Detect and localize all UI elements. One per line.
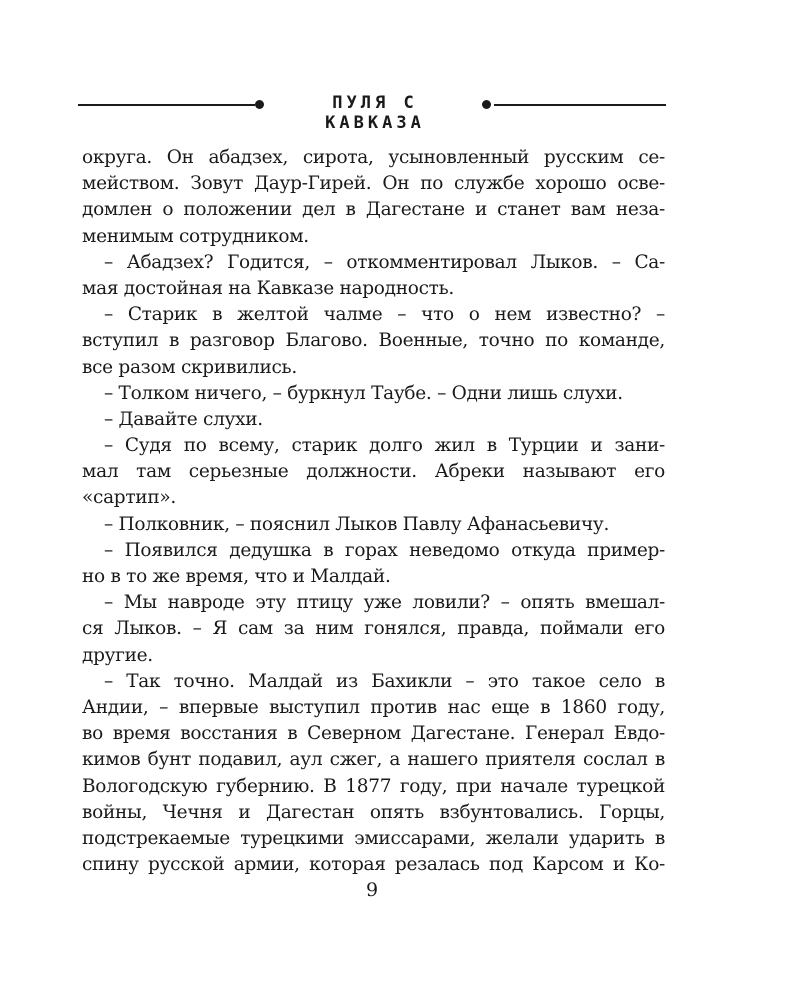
- text-line: другие.: [82, 644, 153, 666]
- text-line: но в то же время, что и Малдай.: [82, 566, 391, 587]
- text-line: округа. Он абадзех, сирота, усыновленный русским се-: [82, 147, 665, 168]
- text-line: – Мы навроде эту птицу уже ловили? – опять вмешал-: [104, 592, 665, 614]
- text-line: мейством. Зовут Даур-Гирей. Он по службе хорошо осве-: [82, 173, 665, 195]
- text-line: – Толком ничего, – буркнул Таубе. – Одни лишь слухи.: [104, 382, 623, 404]
- text-line: домлен о положении дел в Дагестане и станет вам неза-: [82, 199, 665, 221]
- text-line: кимов бунт подавил, аул сжег, а нашего приятеля сослал в: [82, 749, 665, 771]
- text-line: Вологодскую губернию. В 1877 году, при начале турецкой: [82, 775, 665, 797]
- text-line: войны, Чечня и Дагестан опять взбунтовались. Горцы,: [82, 801, 665, 823]
- text-line: менимым сотрудником.: [82, 225, 309, 247]
- text-line: мая достойная на Кавказе народность.: [82, 277, 454, 299]
- header-rule-right: [494, 104, 666, 106]
- text-line: – Полковник, – пояснил Лыков Павлу Афанасьевичу.: [104, 513, 610, 535]
- body-text: [82, 145, 665, 878]
- text-line: подстрекаемые турецкими эмиссарами, желали ударить в: [82, 827, 665, 849]
- text-line: спину русской армии, которая резалась под Карсом и Ко-: [82, 854, 665, 876]
- running-header: [78, 92, 666, 133]
- header-bullet-right: [482, 100, 491, 109]
- running-title: ПУЛЯ С КАВКАЗА: [325, 93, 425, 133]
- header-bullet-left: [255, 100, 264, 109]
- text-line: «сартип».: [82, 487, 176, 509]
- text-line: – Абадзех? Годится, – откомментировал Лыков. – Са-: [104, 251, 665, 273]
- text-line: – Судя по всему, старик долго жил в Турции и зани-: [104, 435, 665, 457]
- text-line: – Давайте слухи.: [104, 408, 263, 430]
- text-line: ся Лыков. – Я сам за ним гонялся, правда, поймали его: [82, 618, 665, 640]
- text-line: мал там серьезные должности. Абреки называют его: [82, 461, 665, 483]
- text-line: – Старик в желтой чалме – что о нем известно? –: [104, 304, 665, 326]
- text-line: во время восстания в Северном Дагестане. Генерал Евдо-: [82, 723, 665, 745]
- text-line: – Появился дедушка в горах неведомо откуда пример-: [104, 539, 665, 561]
- text-line: вступил в разговор Благово. Военные, точно по команде,: [82, 330, 665, 352]
- header-rule-left: [78, 104, 255, 106]
- text-line: – Так точно. Малдай из Бахикли – это такое село в: [104, 670, 665, 692]
- text-line: Андии, – впервые выступил против нас еще в 1860 году,: [82, 696, 665, 718]
- page-number: 9: [365, 879, 379, 901]
- text-line: все разом скривились.: [82, 356, 297, 378]
